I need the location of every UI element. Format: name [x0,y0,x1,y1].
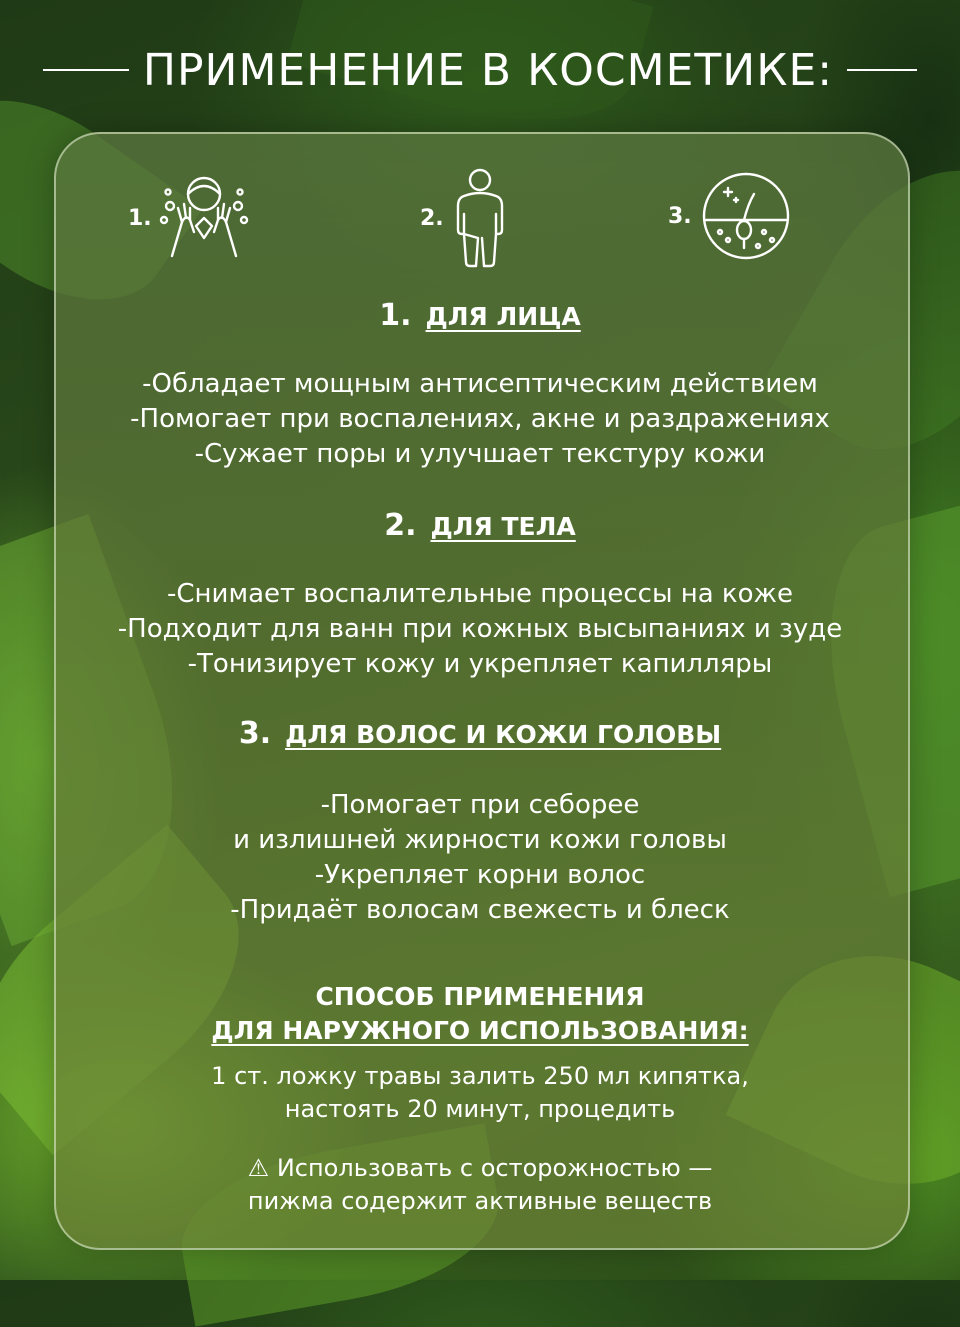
section-line: -Придаёт волосам свежесть и блеск [230,895,730,925]
method-title [0,980,960,1048]
face-washing-icon [158,168,250,268]
section-line: -Тонизирует кожу и укрепляет капилляры [187,649,773,679]
section-line: -Сужает поры и улучшает текстуру кожи [194,439,766,469]
icon-number: 3. [668,203,692,229]
method-line: 1 ст. ложку травы залить 250 мл кипятка, [211,1062,749,1090]
section-lines-hair [0,788,960,928]
section-line: -Подходит для ванн при кожных высыпаниях и зуде [117,614,843,644]
section-line: -Помогает при себорее [320,790,640,820]
icon-number: 1. [128,205,152,231]
section-title: ДЛЯ ВОЛОС И КОЖИ ГОЛОВЫ [285,720,722,749]
section-line: -Помогает при воспалениях, акне и раздражениях [130,404,830,434]
section-line: -Обладает мощным антисептическим действием [142,369,818,399]
method-title-line1: СПОСОБ ПРИМЕНЕНИЯ [315,982,645,1011]
section-number: 2. [384,508,417,543]
section-line: -Укрепляет корни волос [314,860,646,890]
section-heading-body [0,508,960,543]
section-lines-body [0,577,960,682]
section-lines-face [0,367,960,472]
warning-line1-text: Использовать с осторожностью — [276,1154,713,1182]
warning-icon: ⚠ [247,1154,270,1182]
icons-row [0,168,960,268]
title-line-right [847,69,917,71]
scalp-hair-follicle-icon [698,168,794,264]
body-figure-icon [450,168,510,268]
warning-text [0,1152,960,1218]
warning-line2: пижма содержит активные веществ [247,1187,713,1215]
icon-number: 2. [420,205,444,231]
section-number: 1. [379,298,412,333]
section-heading-face [0,298,960,333]
section-number: 3. [238,716,272,751]
method-line: настоять 20 минут, процедить [284,1095,676,1123]
icon-group-body [420,168,510,268]
section-line: и излишней жирности кожи головы [233,825,727,855]
warning-line1 [0,1152,960,1185]
section-title: ДЛЯ ТЕЛА [430,512,576,541]
section-line: -Снимает воспалительные процессы на коже [167,579,793,609]
section-title: ДЛЯ ЛИЦА [425,302,581,331]
title-line-left [43,69,129,71]
icon-group-face [128,168,250,268]
title-row [0,30,960,110]
section-heading-hair [0,716,960,751]
method-title-line2: ДЛЯ НАРУЖНОГО ИСПОЛЬЗОВАНИЯ: [211,1016,749,1045]
method-text [0,1060,960,1126]
icon-group-scalp [668,168,794,264]
page-title: ПРИМЕНЕНИЕ В КОСМЕТИКЕ: [142,44,834,96]
